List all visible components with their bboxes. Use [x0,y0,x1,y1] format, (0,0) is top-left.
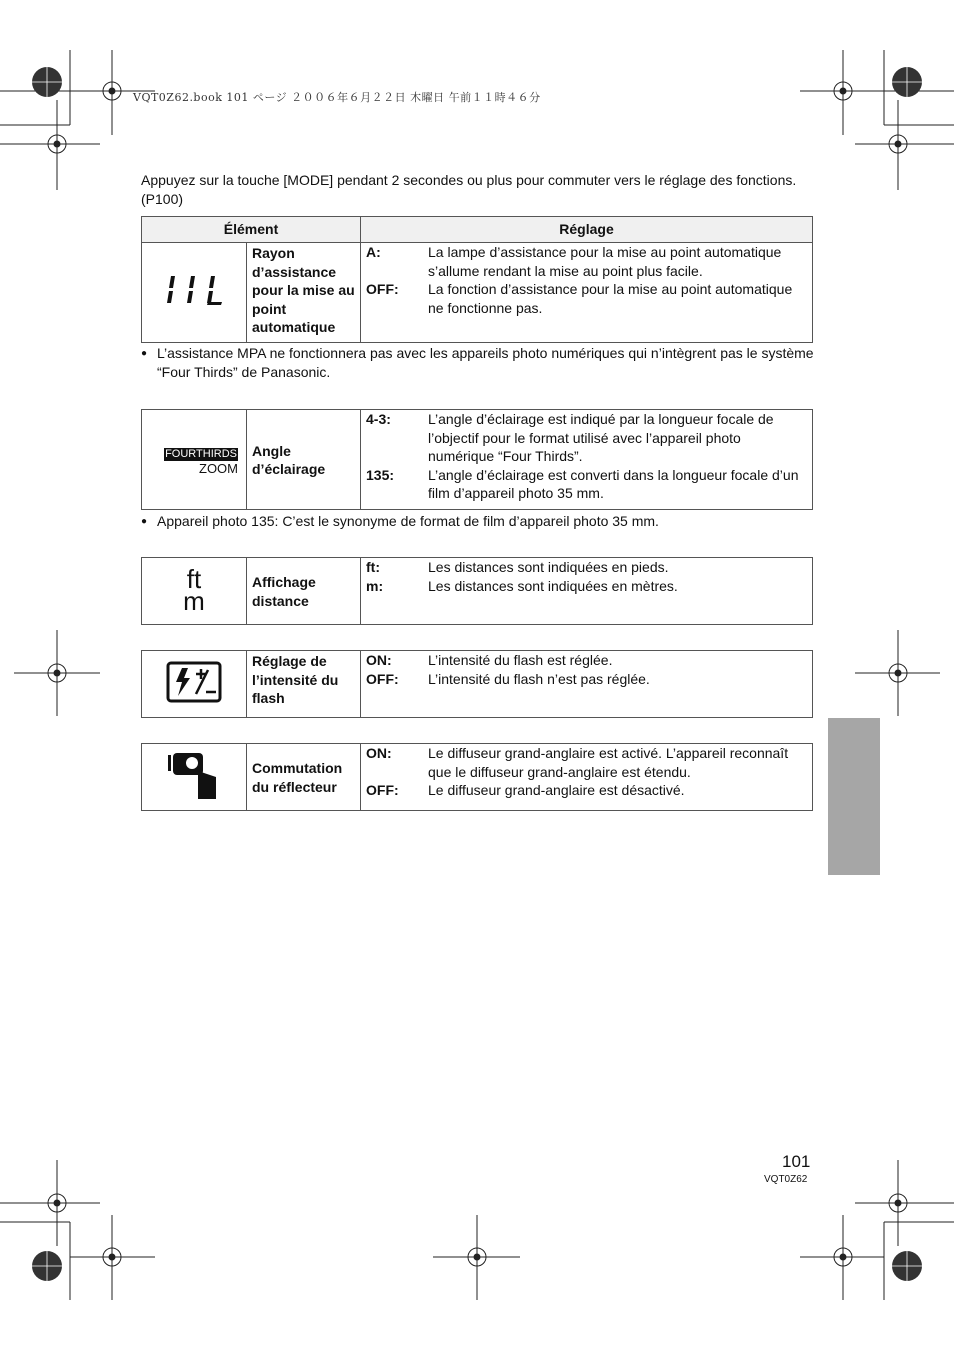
item-name-af-assist: Rayon d’assistance pour la mise au point automatique [247,243,361,343]
bullet-icon: ● [141,516,148,527]
option-text: Le diffuseur grand-anglaire est désactivé. [428,782,685,798]
option-key: 4-3: [366,411,391,427]
option-row [366,577,806,596]
option-key: OFF: [366,782,399,798]
options-reflector [361,744,813,811]
option-text: L’intensité du flash n’est pas réglée. [428,670,650,687]
note-af-assist [141,344,821,382]
flash-intensity-icon [142,651,247,718]
option-key: ft: [366,559,380,575]
option-row [366,558,806,577]
header-element: Élément [142,217,361,243]
reflector-switch-icon [142,744,247,811]
intro-text: Appuyez sur la touche [MODE] pendant 2 secondes ou plus pour commuter vers le réglage des fonctions. (P100) [141,172,797,207]
option-text: Les distances sont indiquées en mètres. [428,577,678,594]
option-row [366,466,806,503]
option-text: La fonction d’assistance pour la mise au point automatique ne fonctionne pas. [428,281,793,316]
options-angle [361,410,813,510]
fourthirds-zoom-icon [142,410,247,510]
options-af-assist [361,243,813,343]
page-number: 101 [782,1152,811,1171]
options-distance [361,558,813,625]
item-name-reflector: Commutation du réflecteur [247,744,361,811]
header-setting: Réglage [361,217,813,243]
option-row [366,243,806,280]
settings-table-5 [141,743,813,811]
item-name-distance: Affichage distance [247,558,361,625]
item-name-angle: Angle d’éclairage [247,410,361,510]
settings-table-4 [141,650,813,718]
option-text: L’intensité du flash est réglée. [428,652,613,668]
ft-glyph: ft [186,563,202,594]
section-side-tab [828,718,880,875]
option-row [366,670,806,689]
zoom-label: ZOOM [199,460,238,476]
note-135 [141,512,821,531]
ill-segment-icon [142,243,247,343]
option-key: OFF: [366,670,399,687]
ft-m-icon [142,558,247,625]
option-key: m: [366,577,384,594]
option-key: ON: [366,745,392,761]
option-key: ON: [366,652,392,668]
settings-table-3 [141,557,813,625]
settings-table-1 [141,216,813,343]
fourthirds-badge: FOURTHIRDS [165,448,237,461]
option-text: Le diffuseur grand-anglaire est activé. L’appareil reconnaît que le diffuseur grand-anglaire est étendu. [428,745,789,780]
option-key: OFF: [366,281,399,297]
bullet-icon: ● [141,348,148,359]
option-text: Les distances sont indiquées en pieds. [428,559,669,575]
options-flash-intensity [361,651,813,718]
option-row [366,651,806,670]
note-text: Appareil photo 135: C’est le synonyme de format de film d’appareil photo 35 mm. [157,513,659,529]
note-text: L’assistance MPA ne fonctionnera pas avec les appareils photo numériques qui n’intègrent pas le système “Four Thirds” de Panasonic. [157,345,814,380]
item-name-flash-intensity: Réglage de l’intensité du flash [247,651,361,718]
document-code: VQT0Z62 [764,1174,808,1185]
option-text: L’angle d’éclairage est indiqué par la longueur focale de l’objectif pour le format utilisé avec l’appareil photo numérique “Four Thirds”. [428,411,774,464]
option-text: La lampe d’assistance pour la mise au point automatique s’allume rendant la mise au point plus facile. [428,244,782,279]
option-row [366,744,806,781]
option-key: A: [366,244,381,260]
settings-table-2 [141,409,813,510]
option-row [366,781,806,800]
option-text: L’angle d’éclairage est converti dans la longueur focale d’un film d’appareil photo 35 mm. [428,466,799,501]
m-glyph: m [183,585,205,616]
option-row [366,410,806,466]
print-header-line: VQT0Z62.book 101 ページ ２００６年６月２２日 木曜日 午前１１時４６分 [133,91,541,104]
option-row [366,280,806,317]
option-key: 135: [366,466,395,483]
